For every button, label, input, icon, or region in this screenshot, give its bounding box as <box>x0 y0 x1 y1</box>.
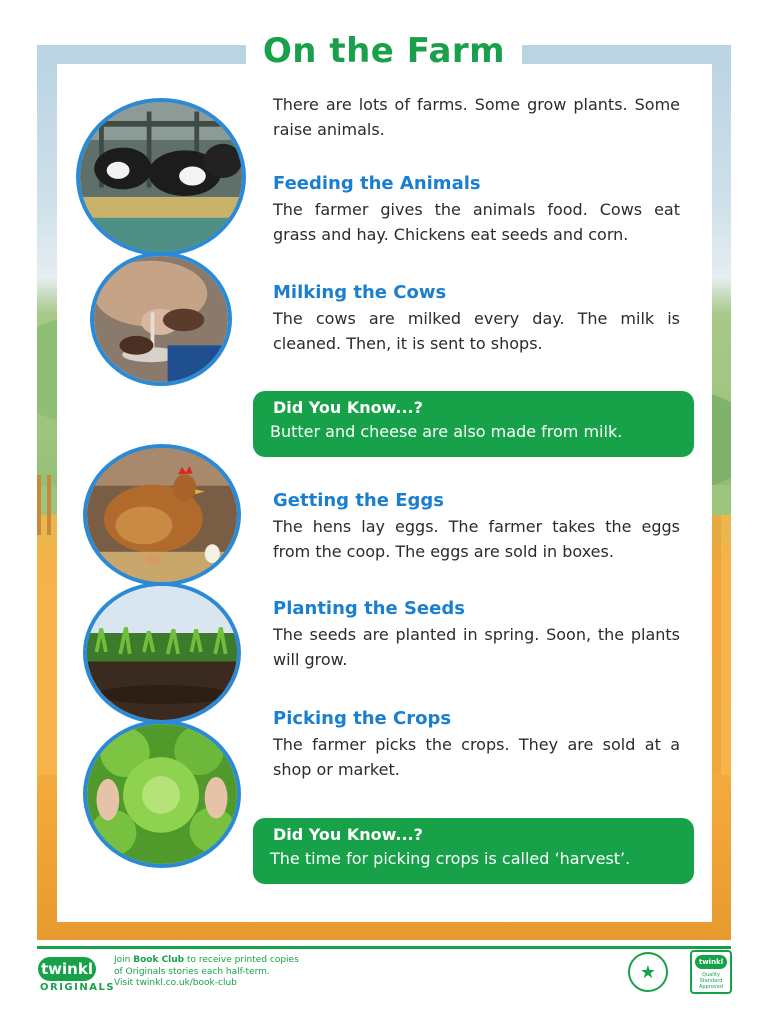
did-you-know-box <box>253 391 694 457</box>
logo-wordmark: twinkl <box>38 957 96 981</box>
promo-text: to receive printed copies <box>184 955 299 965</box>
section-text: The hens lay eggs. The farmer takes the eggs from the coop. The eggs are sold in boxes. <box>273 517 680 561</box>
section-planting <box>273 596 680 672</box>
did-you-know-question: Did You Know...? <box>273 398 423 417</box>
book-club-link[interactable]: Book Club <box>133 955 185 965</box>
section-eggs <box>273 488 680 564</box>
seedlings-photo <box>83 582 241 724</box>
page-title: On the Farm <box>262 31 506 71</box>
section-heading: Getting the Eggs <box>273 490 444 511</box>
section-picking <box>273 706 680 782</box>
approved-text: Quality Standard Approved <box>699 972 723 990</box>
logo-subtitle: ORIGINALS <box>40 982 116 993</box>
hen-eggs-photo <box>83 444 241 586</box>
title-banner <box>246 28 522 74</box>
footer-divider <box>37 946 731 949</box>
lettuce-crop-photo <box>83 720 241 868</box>
cows-eating-photo <box>76 98 246 256</box>
quality-approved-badge <box>690 950 732 994</box>
promo-text: of Originals stories each half-term. <box>114 966 270 977</box>
section-feeding <box>273 171 680 247</box>
section-text: The seeds are planted in spring. Soon, the plants will grow. <box>273 625 680 669</box>
section-text: The cows are milked every day. The milk is cleaned. Then, it is sent to shops. <box>273 309 680 353</box>
promo-text: Join <box>114 955 134 965</box>
section-heading: Picking the Crops <box>273 708 452 729</box>
book-club-promo <box>114 955 334 990</box>
intro-text: There are lots of farms. Some grow plants. Some raise animals. <box>273 95 680 139</box>
star-icon: ★ <box>628 952 668 992</box>
section-text: The farmer picks the crops. They are sold at a shop or market. <box>273 735 680 779</box>
section-milking <box>273 280 680 356</box>
section-heading: Planting the Seeds <box>273 598 465 619</box>
section-heading: Milking the Cows <box>273 282 447 303</box>
did-you-know-box <box>253 818 694 884</box>
intro-block <box>273 92 680 142</box>
did-you-know-answer: Butter and cheese are also made from milk. <box>270 422 623 441</box>
approved-brand: twinkl <box>695 955 727 969</box>
section-heading: Feeding the Animals <box>273 173 481 194</box>
did-you-know-answer: The time for picking crops is called ‘harvest’. <box>270 849 631 868</box>
twinkl-originals-logo[interactable] <box>38 957 116 993</box>
did-you-know-question: Did You Know...? <box>273 825 423 844</box>
book-club-url[interactable]: Visit twinkl.co.uk/book-club <box>114 978 237 988</box>
section-text: The farmer gives the animals food. Cows eat grass and hay. Chickens eat seeds and corn. <box>273 200 680 244</box>
milking-cow-photo <box>90 252 232 386</box>
